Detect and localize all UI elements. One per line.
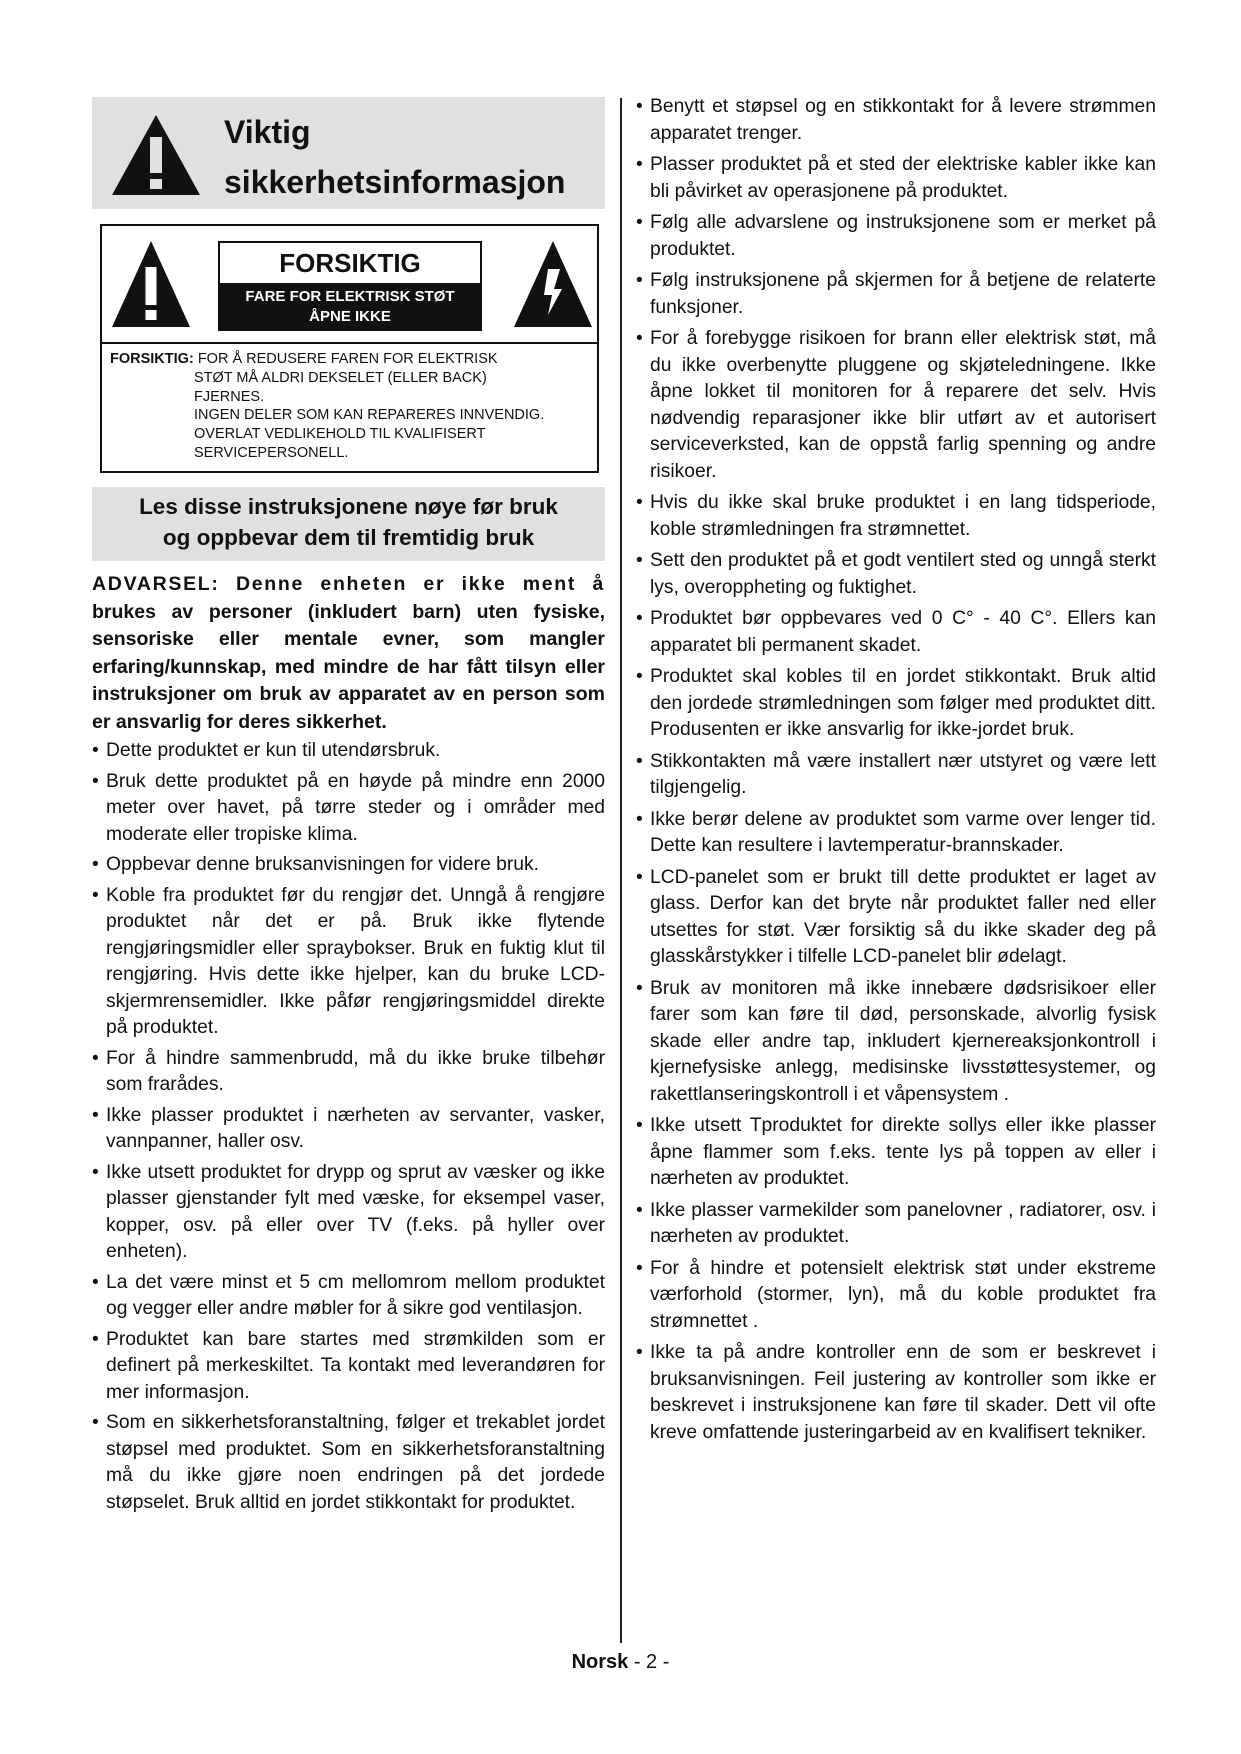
lightning-bolt-icon bbox=[512, 239, 594, 329]
list-item: • Plasser produktet på et sted der elektriske kabler ikke kan bli påvirket av operasjonene på produktet. bbox=[636, 154, 1156, 202]
read-box-line-1: Les disse instruksjonene nøye før bruk bbox=[139, 494, 558, 519]
caution-divider bbox=[102, 342, 597, 344]
list-item: • For å hindre sammenbrudd, må du ikke bruke tilbehør som frarådes. bbox=[92, 1047, 605, 1095]
page-number: - 2 - bbox=[633, 1651, 670, 1673]
list-item: • Bruk dette produktet på en høyde på mindre enn 2000 meter over havet, på tørre steder og i områder med moderate eller tropiske klima. bbox=[92, 770, 605, 845]
caution-sub-line-1: FARE FOR ELEKTRISK STØT bbox=[245, 288, 455, 305]
list-item: • La det være minst et 5 cm mellomrom mellom produktet og vegger eller andre møbler for å sikre god ventilasjon. bbox=[92, 1271, 605, 1319]
warning-rest: brukes av personer (inkludert barn) uten fysiske, sensoriske eller mentale evner, som mangler erfaring/kunnskap, med mindre de har fått tilsyn eller instruksjoner om bruk av apparatet av en person som er ansvarlig for deres sikkerhet. bbox=[92, 600, 605, 733]
list-item: • Følg instruksjonene på skjermen for å betjene de relaterte funksjoner. bbox=[636, 270, 1156, 318]
title-box bbox=[92, 97, 605, 209]
left-bullet-list bbox=[92, 738, 605, 1516]
list-item: • Ikke ta på andre kontroller enn de som er beskrevet i bruksanvisningen. Feil justering av kontroller som ikke er beskrevet i instruksjonene kan føre til skader. Dett vil ofte kreve omfattende justeringarbeid av en kvalifisert tekniker. bbox=[636, 1342, 1156, 1443]
list-item: • Produktet bør oppbevares ved 0 C° - 40 C°. Ellers kan apparatet bli permanent skadet. bbox=[636, 608, 1156, 656]
caution-line-5: OVERLAT VEDLIKEHOLD TIL KVALIFISERT bbox=[194, 426, 486, 443]
title-line-1: Viktig bbox=[224, 114, 311, 150]
column-divider bbox=[620, 98, 622, 1643]
list-item: • Produktet kan bare startes med strømkilden som er definert på merkeskiltet. Ta kontakt med leverandøren for mer informasjon. bbox=[92, 1328, 605, 1403]
caution-label: FORSIKTIG: bbox=[110, 351, 194, 367]
list-item: • Benytt et støpsel og en stikkontakt for å levere strømmen apparatet trenger. bbox=[636, 96, 1156, 144]
caution-text bbox=[110, 350, 595, 463]
list-item: • Produktet skal kobles til en jordet stikkontakt. Bruk altid den jordede strømledningen som følger med produktet ditt. Produsenten er ikke ansvarlig for ikke-jordet bruk. bbox=[636, 666, 1156, 740]
list-item: • For å forebygge risikoen for brann eller elektrisk støt, må du ikke overbenytte pluggene og skjøteledningene. Ikke åpne lokket til monitoren for å reparere det selv. Hvis nødvendig reparasjoner ikke blir utført av et autorisert serviceverksted, kan de oppstå farlig spenning og andre risikoer. bbox=[636, 328, 1156, 482]
warning-paragraph bbox=[92, 571, 605, 736]
footer-language: Norsk bbox=[571, 1651, 629, 1673]
list-item: • Oppbevar denne bruksanvisningen for videre bruk. bbox=[92, 854, 540, 875]
caution-line-4: INGEN DELER SOM KAN REPARERES INNVENDIG. bbox=[194, 407, 545, 424]
caution-line-3: FJERNES. bbox=[194, 388, 265, 405]
right-column bbox=[636, 94, 1156, 1446]
list-item: • Koble fra produktet før du rengjør det. Unngå å rengjøre produktet når det er på. Bruk ikke flytende rengjøringsmidler eller spraybokser. Bruk en fuktig klut til rengjøring. Hvis dette ikke hjelper, kan du bruke LCD-skjermrensemidler. Ikke påfør rengjøringsmiddel direkte på produktet. bbox=[92, 884, 605, 1038]
read-instructions-box bbox=[92, 487, 605, 561]
list-item: • Ikke utsett Tproduktet for direkte sollys eller ikke plasser åpne flammer som f.eks. tente lys på toppen av eller i nærheten av produktet. bbox=[636, 1115, 1156, 1189]
caution-line-2: STØT MÅ ALDRI DEKSELET (ELLER BACK) bbox=[194, 369, 487, 386]
right-bullet-list bbox=[636, 94, 1156, 1446]
list-item: • Følg alle advarslene og instruksjonene som er merket på produktet. bbox=[636, 212, 1156, 260]
caution-line-1: FOR Å REDUSERE FAREN FOR ELEKTRISK bbox=[197, 351, 498, 367]
list-item: • Dette produktet er kun til utendørsbruk. bbox=[92, 740, 441, 761]
caution-subtitle bbox=[218, 285, 482, 331]
list-item: • Bruk av monitoren må ikke innebære dødsrisikoer eller farer som kan føre til død, personskade, alvorlig fysisk skade eller andre tap, inkludert kjernereaksjonkontroll i kjernefysiske anlegg, medisinske livsstøttesystemer, og rakettlanseringskontroll i et våpensystem . bbox=[636, 977, 1156, 1105]
list-item: • Sett den produktet på et godt ventilert sted og unngå sterkt lys, overoppheting og fuktighet. bbox=[636, 550, 1156, 598]
caution-line-6: SERVICEPERSONELL. bbox=[194, 444, 349, 461]
read-box-line-2: og oppbevar dem til fremtidig bruk bbox=[162, 525, 535, 550]
warning-triangle-icon bbox=[110, 239, 192, 329]
list-item: • Ikke plasser produktet i nærheten av servanter, vasker, vannpanner, haller osv. bbox=[92, 1104, 605, 1152]
caution-title: FORSIKTIG bbox=[218, 241, 482, 285]
list-item: • Som en sikkerhetsforanstaltning, følger et trekablet jordet støpsel med produktet. Som en sikkerhetsforanstaltning må du ikke gjøre noen endringen på det jordede støpselet. Bruk alltid en jordet stikkontakt for produktet. bbox=[92, 1412, 605, 1513]
list-item: • Ikke plasser varmekilder som panelovner , radiatorer, osv. i nærheten av produktet. bbox=[636, 1199, 1156, 1247]
page-title bbox=[224, 107, 565, 207]
list-item: • Ikke utsett produktet for drypp og sprut av væsker og ikke plasser gjenstander fylt med væske, for eksempel vaser, kopper, osv. på eller over TV (f.eks. på hyller over enheten). bbox=[92, 1161, 605, 1262]
caution-box bbox=[100, 224, 599, 473]
caution-sub-line-2: ÅPNE IKKE bbox=[309, 308, 391, 325]
list-item: • Ikke berør delene av produktet som varme over lenger tid. Dette kan resultere i lavtemperatur-brannskader. bbox=[636, 808, 1156, 856]
list-item: • For å hindre et potensielt elektrisk støt under ekstreme værforhold (stormer, lyn), må du koble produktet fra strømnettet . bbox=[636, 1257, 1156, 1332]
page-footer bbox=[0, 1651, 1241, 1674]
warning-triangle-icon bbox=[110, 113, 202, 197]
list-item: • Hvis du ikke skal bruke produktet i en lang tidsperiode, koble strømledningen fra strømnettet. bbox=[636, 492, 1156, 540]
title-line-2: sikkerhetsinformasjon bbox=[224, 164, 566, 200]
left-column bbox=[92, 97, 605, 1516]
list-item: • LCD-panelet som er brukt till dette produktet er laget av glass. Derfor kan det bryte når produktet faller ned eller utsettes for støt. Vær forsiktig så du ikke skader deg på glasskårstykker i tilfelle LCD-panelet blir ødelagt. bbox=[636, 866, 1156, 967]
list-item: • Stikkontakten må være installert nær utstyret og være lett tilgjengelig. bbox=[636, 750, 1156, 798]
warning-lead: ADVARSEL: Denne enheten er ikke ment å bbox=[92, 573, 605, 595]
